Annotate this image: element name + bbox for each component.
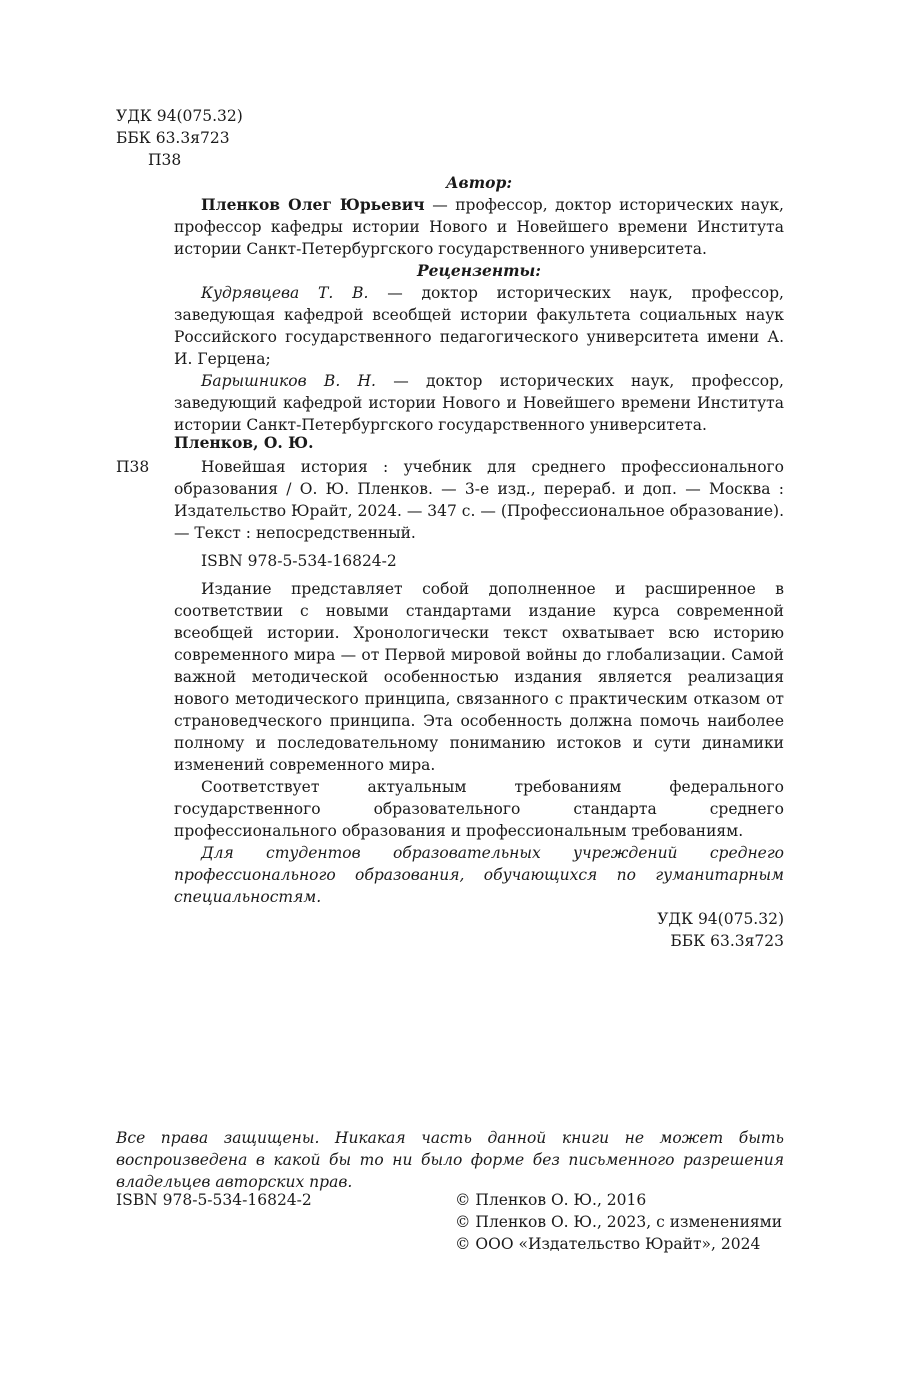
annotation-audience: Для студентов образовательных учреждений среднего профессионального образования, обучающихся по гуманитарным специальностям. — [174, 844, 784, 906]
reviewers-heading: Рецензенты: — [416, 261, 542, 280]
bottom-isbn: ISBN 978-5-534-16824-2 — [116, 1191, 312, 1209]
reviewer-2 — [174, 370, 784, 436]
reviewer-1 — [174, 282, 784, 370]
author-text: — профессор, доктор исторических наук, профессор кафедры истории Нового и Новейшего времени Института истории Санкт-Петербургского государственного университета. — [174, 196, 784, 258]
annotation — [174, 578, 784, 952]
bbk-code: ББК 63.3я723 — [116, 129, 230, 147]
author-heading: Автор: — [445, 173, 513, 192]
bib-entry — [174, 456, 784, 544]
copyright-line: © Пленков О. Ю., 2016 — [455, 1191, 647, 1209]
annotation-paragraph-1: Издание представляет собой дополненное и расширенное в соответствии с новыми стандартами издание курса современной всеобщей истории. Хронологически текст охватывает всю историю современного мира — от Первой мировой войны до глобализации. Самой важной методической особенностью издания является реализация нового методического принципа, связанного с практическим отказом от страноведческого принципа. Эта особенность должна помочь наиболее полному и последовательному пониманию истоков и сути динамики изменений современного мира. — [174, 580, 784, 774]
rights-notice — [116, 1127, 784, 1193]
bib-isbn: ISBN 978-5-534-16824-2 — [201, 552, 397, 570]
annotation-paragraph-2: Соответствует актуальным требованиям федерального государственного образовательного стандарта среднего профессионального образования и профессиональным требованиям. — [174, 778, 784, 840]
author-name: Пленков Олег Юрьевич — [201, 195, 425, 214]
udk-code: УДК 94(075.32) — [116, 107, 243, 125]
header-codes — [116, 105, 243, 171]
author-mark: П38 — [148, 151, 182, 169]
bib-mark: П38 — [116, 458, 150, 476]
copyright-list — [455, 1189, 782, 1255]
author-description — [174, 194, 784, 260]
rights-text: Все права защищены. Никакая часть данной книги не может быть воспроизведена в какой бы то ни было форме без письменного разрешения владельцев авторских прав. — [116, 1129, 784, 1191]
reviewer-text: — доктор исторических наук, профессор, заведующий кафедрой истории Нового и Новейшего времени Института истории Санкт-Петербургского государственного университета. — [174, 372, 784, 434]
copyright-line: © Пленков О. Ю., 2023, с изменениями — [455, 1213, 783, 1231]
reviewer-name: Кудрявцева Т. В. — [201, 284, 369, 302]
footer-bbk: ББК 63.3я723 — [670, 932, 784, 950]
bib-description: Новейшая история : учебник для среднего профессионального образования / О. Ю. Пленков. — 3-е изд., перераб. и доп. — Москва : Издательство Юрайт, 2024. — 347 с. — (Профессиональное образование). — Текст : непосредственный. — [174, 458, 784, 542]
bib-author: Пленков, О. Ю. — [174, 433, 314, 452]
reviewer-name: Барышников В. Н. — [201, 372, 376, 390]
copyright-line: © ООО «Издательство Юрайт», 2024 — [455, 1235, 761, 1253]
footer-udk: УДК 94(075.32) — [657, 910, 784, 928]
author-section — [174, 172, 784, 436]
reviewer-text: — доктор исторических наук, профессор, заведующая кафедрой всеобщей истории факультета социальных наук Российского государственного педагогического университета имени А. И. Герцена; — [174, 284, 784, 368]
